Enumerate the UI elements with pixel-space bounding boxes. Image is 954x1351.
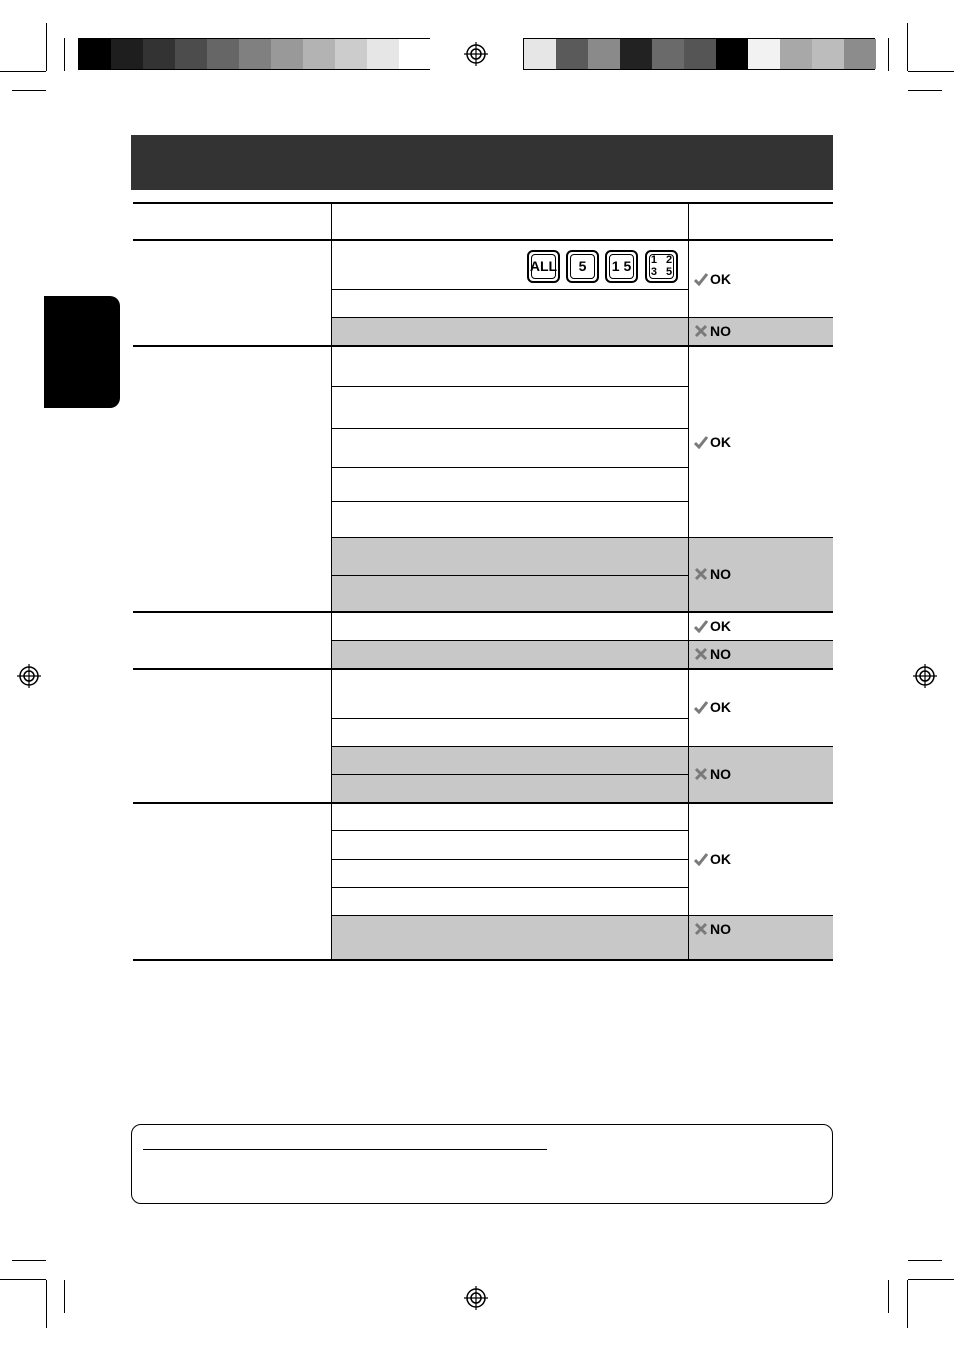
color-swatch	[652, 39, 684, 69]
crop-mark	[12, 1260, 46, 1261]
no-mark: NO	[694, 566, 731, 582]
color-swatch	[780, 39, 812, 69]
registration-mark-icon	[464, 42, 488, 66]
color-swatch	[524, 39, 556, 69]
ok-mark: OK	[694, 851, 731, 867]
section-header-bar	[131, 135, 833, 190]
crop-mark	[12, 90, 46, 91]
crop-mark	[908, 90, 942, 91]
color-swatch	[812, 39, 844, 69]
cross-icon	[694, 922, 708, 936]
ok-mark: OK	[694, 618, 731, 634]
color-swatch	[367, 39, 399, 69]
no-mark: NO	[694, 646, 731, 662]
registration-mark-icon	[464, 1286, 488, 1310]
note-box	[131, 1124, 833, 1204]
crop-mark	[46, 1280, 47, 1328]
crop-mark	[907, 1280, 908, 1328]
crop-mark	[908, 71, 954, 72]
ok-mark: OK	[694, 434, 731, 450]
region-1-5-icon: 1 5	[605, 250, 638, 283]
color-swatch	[620, 39, 652, 69]
color-swatch	[684, 39, 716, 69]
cross-icon	[694, 567, 708, 581]
no-mark: NO	[694, 323, 731, 339]
registration-mark-icon	[913, 664, 937, 688]
color-swatch	[335, 39, 367, 69]
shaded-row	[332, 641, 833, 668]
region-5-icon: 5	[566, 250, 599, 283]
crop-mark	[888, 38, 889, 71]
crop-mark	[64, 38, 65, 71]
cross-icon	[694, 324, 708, 338]
color-swatch	[399, 39, 431, 69]
check-icon	[694, 852, 708, 866]
ok-mark: OK	[694, 271, 731, 287]
color-swatch	[143, 39, 175, 69]
registration-mark-icon	[17, 664, 41, 688]
crop-mark	[46, 23, 47, 71]
language-side-tab	[44, 296, 120, 408]
crop-mark	[888, 1280, 889, 1313]
color-swatch	[303, 39, 335, 69]
color-swatch	[207, 39, 239, 69]
color-swatch	[239, 39, 271, 69]
crop-mark	[0, 1279, 46, 1280]
check-icon	[694, 619, 708, 633]
region-all-icon: ALL	[527, 250, 560, 283]
crop-mark	[908, 1260, 942, 1261]
no-mark: NO	[694, 921, 731, 937]
no-mark: NO	[694, 766, 731, 782]
check-icon	[694, 700, 708, 714]
note-title-rule	[143, 1149, 547, 1150]
cross-icon	[694, 647, 708, 661]
color-swatch	[111, 39, 143, 69]
region-1-2-3-5-icon: 1 2 3 5	[645, 250, 678, 283]
color-swatch	[844, 39, 876, 69]
crop-mark	[907, 23, 908, 71]
crop-mark	[908, 1279, 954, 1280]
crop-mark	[64, 1280, 65, 1313]
color-swatch	[748, 39, 780, 69]
color-swatch	[79, 39, 111, 69]
color-swatch	[588, 39, 620, 69]
shaded-row	[332, 318, 833, 345]
cross-icon	[694, 767, 708, 781]
ok-mark: OK	[694, 699, 731, 715]
color-swatch	[271, 39, 303, 69]
check-icon	[694, 272, 708, 286]
color-swatch	[716, 39, 748, 69]
color-swatch	[556, 39, 588, 69]
crop-mark	[0, 71, 46, 72]
color-swatch	[175, 39, 207, 69]
shaded-row	[332, 916, 833, 959]
check-icon	[694, 435, 708, 449]
